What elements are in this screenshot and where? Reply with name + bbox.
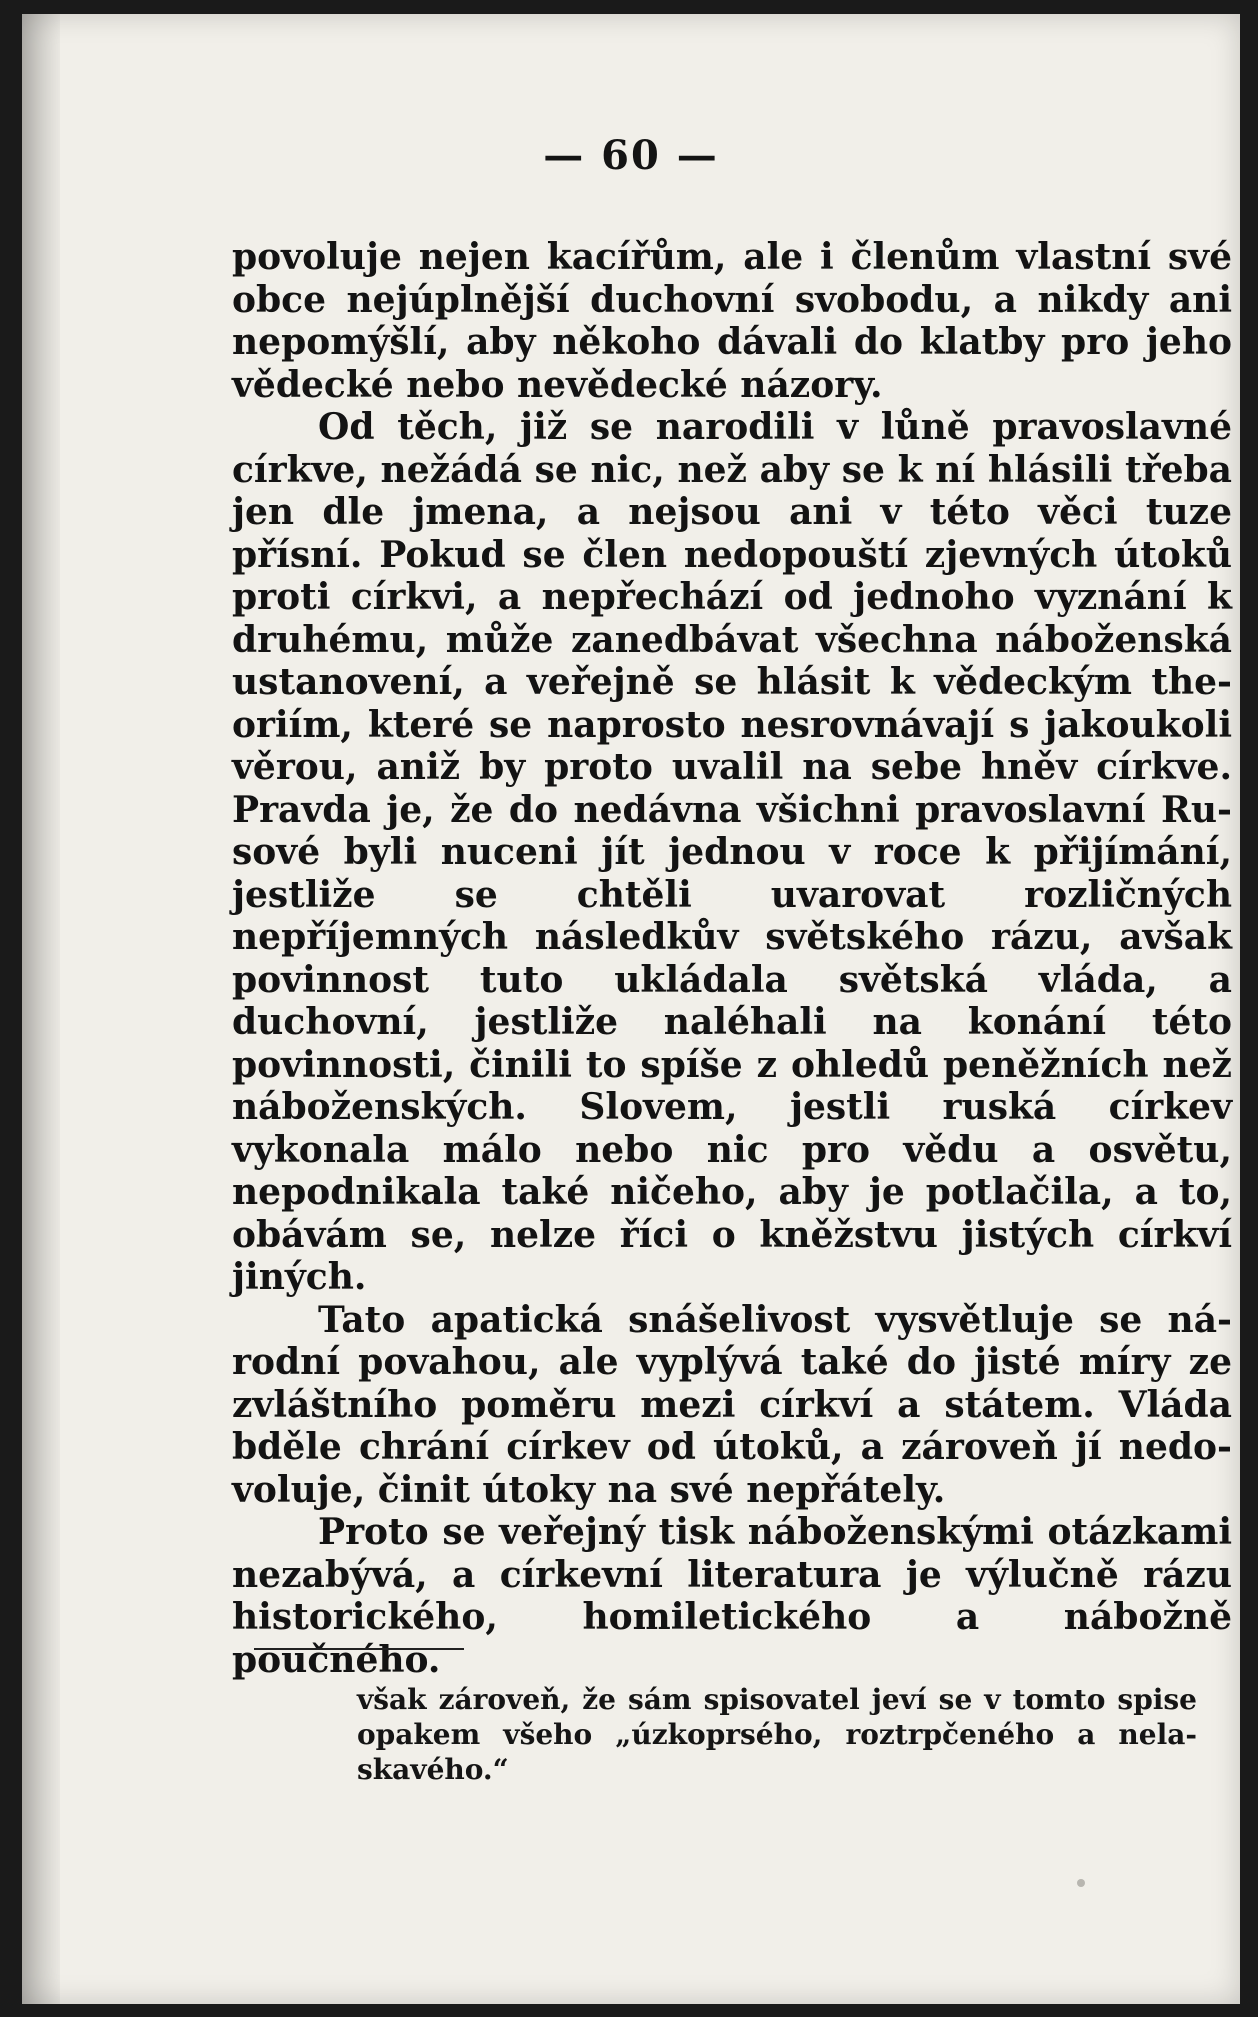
paragraph: Tato apatická snášelivost vysvětluje se národní povahou, ale vyplývá také do jisté míry ze zvláštního poměru mezi církví a státem. Vláda bděle chrání církev od útoků, a zároveň jí nedovoluje, činit útoky na své nepřátely. [232, 1298, 1232, 1511]
footnote [357, 1682, 1197, 1787]
page-number: — 60 — [543, 132, 719, 179]
footnote-text: však zároveň, že sám spisovatel jeví se v tomto spise opakem všeho „úzkoprsého, roztrpčeného a nelaskavého.“ [357, 1683, 1197, 1786]
footnote-divider [254, 1648, 464, 1650]
paragraph-continuation: povoluje nejen kacířům, ale i členům vlastní své obce nejúplnější duchovní svobodu, a nikdy ani nepomýšlí, aby někoho dávali do klatby pro jeho vědecké nebo nevědecké názory. [232, 236, 1232, 406]
paper-speck [1077, 1879, 1085, 1887]
book-page [22, 14, 1240, 2004]
page-spine-shadow [22, 14, 60, 2004]
paragraph: Od těch, již se narodili v lůně pravoslavné církve, nežádá se nic, než aby se k ní hlásili třeba jen dle jmena, a nejsou ani v této věci tuze přísní. Pokud se člen nedopouští zjevných útoků proti církvi, a nepřechází od jednoho vyznání k druhému, může zanedbávat všechna náboženská ustanovení, a veřejně se hlásit k vědeckým theoriím, které se naprosto nesrovnávají s jakoukoli věrou, aniž by proto uvalil na sebe hněv církve. Pravda je, že do nedávna všichni pravoslavní Rusové byli nuceni jít jednou v roce k přijímání, jestliže se chtěli uvarovat rozličných nepříjemných následkův světského rázu, avšak povinnost tuto ukládala světská vláda, a duchovní, jestliže naléhali na konání této povinnosti, činili to spíše z ohledů peněžních než náboženských. Slovem, jestli ruská církev vykonala málo nebo nic pro vědu a osvětu, nepodnikala také ničeho, aby je potlačila, a to, obávám se, nelze říci o kněžstvu jistých církví jiných. [232, 406, 1232, 1298]
paragraph: Proto se veřejný tisk náboženskými otázkami nezabývá, a církevní literatura je výlučně rázu historického, homiletického a nábožně poučného. [232, 1511, 1232, 1681]
main-text [232, 236, 1232, 1681]
